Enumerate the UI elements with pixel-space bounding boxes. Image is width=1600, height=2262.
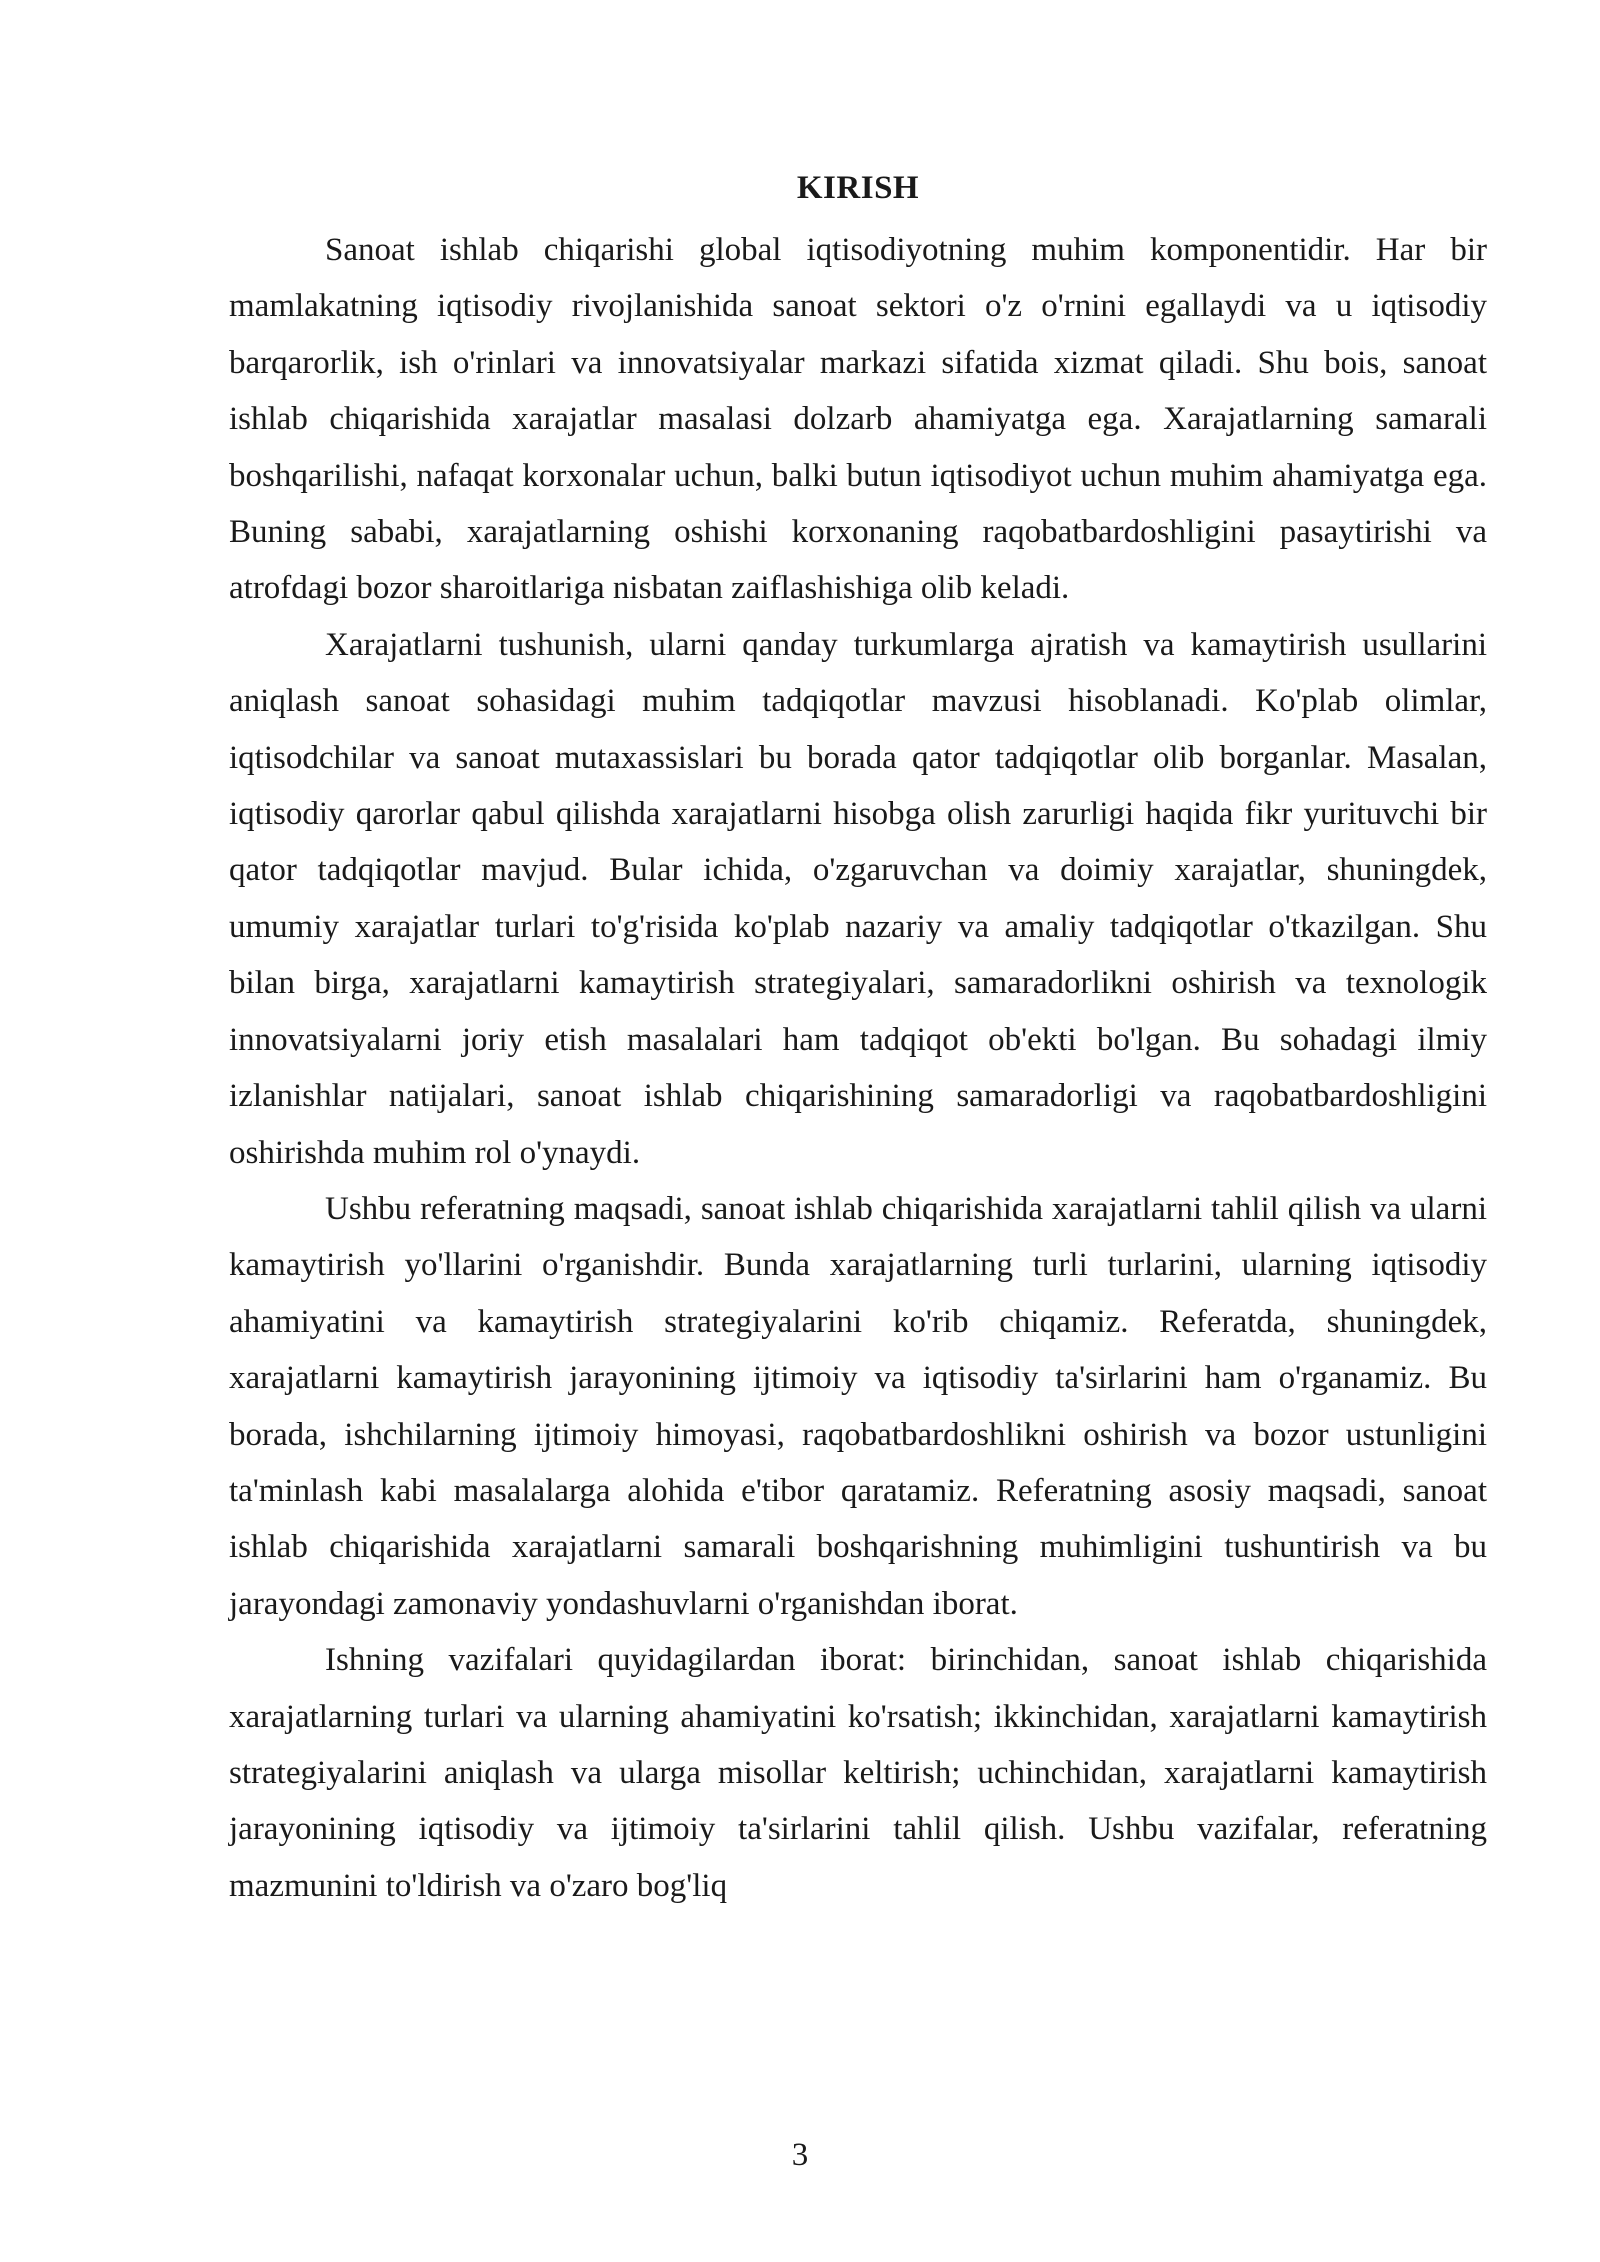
paragraph-3: Ushbu referatning maqsadi, sanoat ishlab chiqarishida xarajatlarni tahlil qilish va ularni kamaytirish yo'llarini o'rganishdir. Bunda xarajatlarning turli turlarini, ularning iqtisodiy ahamiyatini va kamaytirish strategiyalarini ko'rib chiqamiz. Referatda, shuningdek, xarajatlarni kamaytirish jarayonining ijtimoiy va iqtisodiy ta'sirlarini ham o'rganamiz. Bu borada, ishchilarning ijtimoiy himoyasi, raqobatbardoshlikni oshirish va bozor ustunligini ta'minlash kabi masalalarga alohida e'tibor qaratamiz. Referatning asosiy maqsadi, sanoat ishlab chiqarishida xarajatlarni samarali boshqarishning muhimligini tushuntirish va bu jarayondagi zamonaviy yondashuvlarni o'rganishdan iborat. [229, 1190, 1487, 1622]
page-content [229, 160, 1487, 1914]
page-number: 3 [791, 2137, 809, 2173]
paragraph-2: Xarajatlarni tushunish, ularni qanday turkumlarga ajratish va kamaytirish usullarini aniqlash sanoat sohasidagi muhim tadqiqotlar mavzusi hisoblanadi. Ko'plab olimlar, iqtisodchilar va sanoat mutaxassislari bu borada qator tadqiqotlar olib borganlar. Masalan, iqtisodiy qarorlar qabul qilishda xarajatlarni hisobga olish zarurligi haqida fikr yurituvchi bir qator tadqiqotlar mavjud. Bular ichida, o'zgaruvchan va doimiy xarajatlar, shuningdek, umumiy xarajatlar turlari to'g'risida ko'plab nazariy va amaliy tadqiqotlar o'tkazilgan. Shu bilan birga, xarajatlarni kamaytirish strategiyalari, samaradorlikni oshirish va texnologik innovatsiyalarni joriy etish masalalari ham tadqiqot ob'ekti bo'lgan. Bu sohadagi ilmiy izlanishlar natijalari, sanoat ishlab chiqarishining samaradorligi va raqobatbardoshligini oshirishda muhim rol o'ynaydi. [229, 626, 1487, 1171]
paragraph-1: Sanoat ishlab chiqarishi global iqtisodiyotning muhim komponentidir. Har bir mamlakatning iqtisodiy rivojlanishida sanoat sektori o'z o'rnini egallaydi va u iqtisodiy barqarorlik, ish o'rinlari va innovatsiyalar markazi sifatida xizmat qiladi. Shu bois, sanoat ishlab chiqarishida xarajatlar masalasi dolzarb ahamiyatga ega. Xarajatlarning samarali boshqarilishi, nafaqat korxonalar uchun, balki butun iqtisodiyot uchun muhim ahamiyatga ega. Buning sababi, xarajatlarning oshishi korxonaning raqobatbardoshligini pasaytirishi va atrofdagi bozor sharoitlariga nisbatan zaiflashishiga olib keladi. [229, 232, 1487, 607]
paragraph-4: Ishning vazifalari quyidagilardan iborat: birinchidan, sanoat ishlab chiqarishida xarajatlarning turlari va ularning ahamiyatini ko'rsatish; ikkinchidan, xarajatlarni kamaytirish strategiyalarini aniqlash va ularga misollar keltirish; uchinchidan, xarajatlarni kamaytirish jarayonining iqtisodiy va ijtimoiy ta'sirlarini tahlil qilish. Ushbu vazifalar, referatning mazmunini to'ldirish va o'zaro bog'liq [229, 1642, 1487, 1904]
section-title: KIRISH [796, 170, 920, 206]
